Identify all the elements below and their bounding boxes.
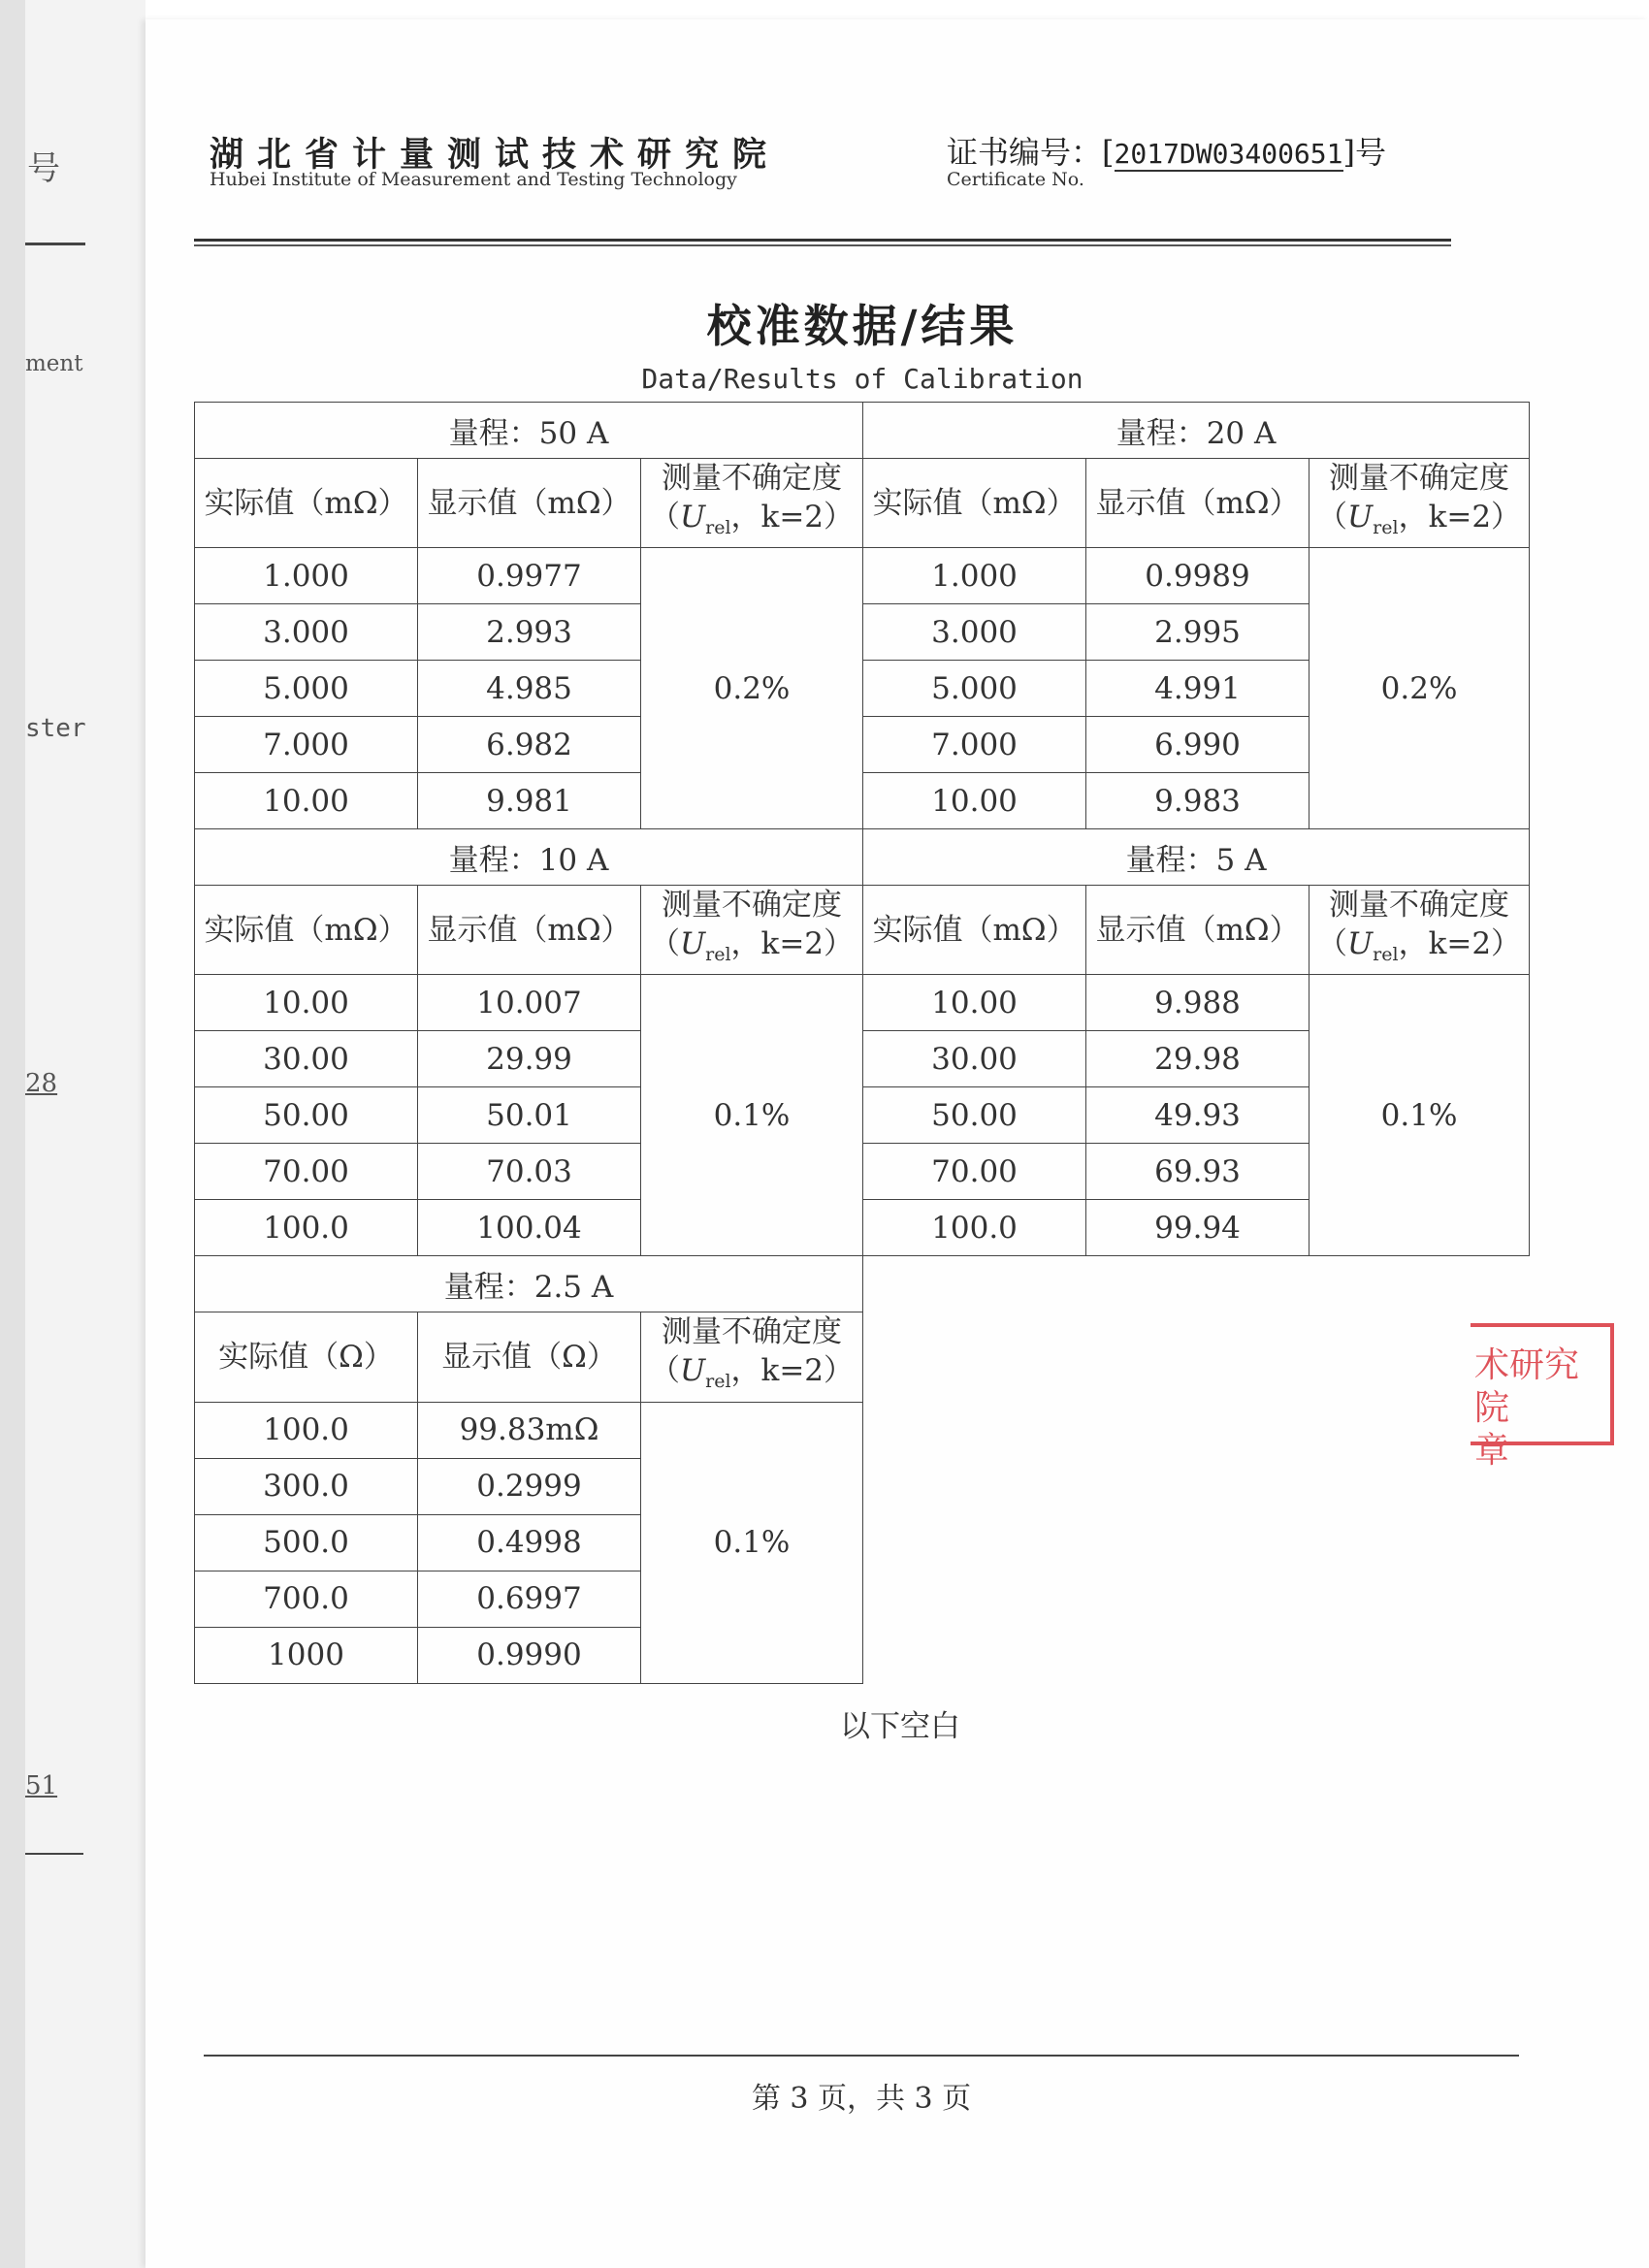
certificate-label: 证书编号：: [947, 134, 1103, 171]
display-value-cell: 29.98: [1086, 1031, 1310, 1087]
display-value-header: 显示值（mΩ）: [1086, 886, 1310, 975]
certificate-number-line: [947, 128, 1386, 173]
actual-value-cell: 7.000: [863, 717, 1086, 773]
display-value-cell: 50.01: [418, 1087, 641, 1144]
uncertainty-value-cell: 0.1%: [1310, 975, 1530, 1256]
empty-cell: [863, 1514, 1530, 1571]
u-symbol: U: [680, 1353, 706, 1389]
display-value-cell: 0.2999: [418, 1458, 641, 1514]
u-subscript: rel: [1373, 517, 1399, 539]
under-page-rule: [25, 243, 85, 245]
actual-value-header: 实际值（mΩ）: [863, 886, 1086, 975]
actual-value-cell: 5.000: [195, 661, 418, 717]
page-title: 校准数据/结果: [706, 300, 1018, 352]
display-value-cell: 70.03: [418, 1144, 641, 1200]
uncertainty-label: 测量不确定度: [662, 1314, 843, 1350]
uncertainty-label: 测量不确定度: [1329, 888, 1510, 923]
display-value-cell: 0.6997: [418, 1571, 641, 1627]
institute-name-cn: 湖北省计量测试技术研究院: [210, 135, 781, 175]
uncertainty-label: 测量不确定度: [662, 461, 843, 496]
display-value-cell: 6.982: [418, 717, 641, 773]
empty-cell: [863, 1627, 1530, 1683]
actual-value-header: 实际值（Ω）: [195, 1312, 418, 1402]
under-page-fragment: ment: [25, 351, 83, 376]
uncertainty-value-cell: 0.2%: [641, 548, 863, 829]
actual-value-header: 实际值（mΩ）: [195, 886, 418, 975]
actual-value-cell: 1.000: [195, 548, 418, 604]
footer-rule: [204, 2055, 1519, 2057]
coverage-factor: ，k=2）: [1398, 500, 1522, 535]
coverage-factor: ，k=2）: [1398, 926, 1522, 962]
display-value-cell: 9.981: [418, 773, 641, 829]
uncertainty-paren-open: （: [650, 500, 680, 535]
uncertainty-paren-open: （: [1317, 926, 1348, 962]
display-value-cell: 9.988: [1086, 975, 1310, 1031]
coverage-factor: ，k=2）: [730, 500, 855, 535]
seal-line: 章: [1474, 1431, 1510, 1471]
institute-name-en: Hubei Institute of Measurement and Testing Technology: [210, 169, 737, 190]
uncertainty-label: 测量不确定度: [1329, 461, 1510, 496]
display-value-cell: 4.985: [418, 661, 641, 717]
display-value-cell: 100.04: [418, 1200, 641, 1256]
actual-value-cell: 300.0: [195, 1458, 418, 1514]
u-symbol: U: [1347, 926, 1374, 962]
actual-value-cell: 1.000: [863, 548, 1086, 604]
display-value-cell: 99.83mΩ: [418, 1402, 641, 1458]
certificate-bracket-open: [: [1102, 134, 1115, 171]
display-value-cell: 2.993: [418, 604, 641, 661]
display-value-cell: 0.9977: [418, 548, 641, 604]
seal-line: 术研究院: [1474, 1345, 1580, 1428]
actual-value-cell: 50.00: [863, 1087, 1086, 1144]
actual-value-cell: 100.0: [195, 1200, 418, 1256]
under-page-fragment: ster: [25, 714, 86, 743]
display-value-cell: 10.007: [418, 975, 641, 1031]
actual-value-cell: 100.0: [195, 1402, 418, 1458]
certificate-bracket-close: ]号: [1342, 134, 1387, 171]
table-row: [195, 975, 1530, 1031]
actual-value-cell: 10.00: [863, 773, 1086, 829]
range-title: 量程：20 A: [863, 403, 1530, 459]
range-title: 量程：50 A: [195, 403, 863, 459]
range-title: 量程：2.5 A: [195, 1256, 863, 1312]
range-title: 量程：10 A: [195, 829, 863, 886]
coverage-factor: ，k=2）: [730, 926, 855, 962]
display-value-cell: 0.9990: [418, 1627, 641, 1683]
actual-value-cell: 10.00: [863, 975, 1086, 1031]
u-subscript: rel: [705, 944, 731, 966]
actual-value-cell: 3.000: [863, 604, 1086, 661]
actual-value-cell: 10.00: [195, 975, 418, 1031]
empty-cell: [863, 1402, 1530, 1458]
display-value-header: 显示值（mΩ）: [418, 886, 641, 975]
page-edge-shadow: [0, 0, 25, 2268]
empty-cell: [863, 1571, 1530, 1627]
actual-value-cell: 30.00: [863, 1031, 1086, 1087]
uncertainty-value-cell: 0.2%: [1310, 548, 1530, 829]
actual-value-cell: 7.000: [195, 717, 418, 773]
under-page-fragment: 号: [27, 149, 60, 188]
uncertainty-paren-open: （: [650, 926, 680, 962]
uncertainty-paren-open: （: [650, 1353, 680, 1389]
actual-value-cell: 70.00: [195, 1144, 418, 1200]
u-subscript: rel: [705, 517, 731, 539]
actual-value-cell: 100.0: [863, 1200, 1086, 1256]
display-value-cell: 49.93: [1086, 1087, 1310, 1144]
under-page-fragment: 51: [25, 1771, 58, 1800]
table-row: [195, 1402, 1530, 1458]
uncertainty-header: [1310, 886, 1530, 975]
display-value-cell: 4.991: [1086, 661, 1310, 717]
display-value-header: 显示值（Ω）: [418, 1312, 641, 1402]
display-value-cell: 99.94: [1086, 1200, 1310, 1256]
actual-value-cell: 500.0: [195, 1514, 418, 1571]
display-value-header: 显示值（mΩ）: [418, 459, 641, 548]
page-number: 第 3 页，共 3 页: [751, 2082, 972, 2116]
page-subtitle: Data/Results of Calibration: [641, 363, 1083, 395]
empty-cell: [863, 1312, 1530, 1402]
display-value-cell: 2.995: [1086, 604, 1310, 661]
uncertainty-label: 测量不确定度: [662, 888, 843, 923]
header-rule: [194, 239, 1451, 242]
display-value-cell: 29.99: [418, 1031, 641, 1087]
uncertainty-header: [641, 459, 863, 548]
display-value-header: 显示值（mΩ）: [1086, 459, 1310, 548]
actual-value-cell: 50.00: [195, 1087, 418, 1144]
actual-value-cell: 1000: [195, 1627, 418, 1683]
uncertainty-value-cell: 0.1%: [641, 975, 863, 1256]
actual-value-cell: 30.00: [195, 1031, 418, 1087]
official-seal: [1471, 1323, 1614, 1471]
display-value-cell: 69.93: [1086, 1144, 1310, 1200]
actual-value-header: 实际值（mΩ）: [195, 459, 418, 548]
certificate-label-en: Certificate No.: [947, 169, 1084, 190]
uncertainty-header: [641, 886, 863, 975]
empty-cell: [863, 1256, 1530, 1312]
uncertainty-header: [1310, 459, 1530, 548]
actual-value-header: 实际值（mΩ）: [863, 459, 1086, 548]
u-subscript: rel: [1373, 944, 1399, 966]
actual-value-cell: 5.000: [863, 661, 1086, 717]
blank-below-note: 以下空白: [840, 1709, 960, 1744]
u-symbol: U: [680, 926, 706, 962]
range-title: 量程：5 A: [863, 829, 1530, 886]
actual-value-cell: 70.00: [863, 1144, 1086, 1200]
actual-value-cell: 700.0: [195, 1571, 418, 1627]
uncertainty-paren-open: （: [1317, 500, 1348, 535]
underlying-page: [0, 0, 146, 2268]
uncertainty-header: [641, 1312, 863, 1402]
u-symbol: U: [680, 500, 706, 535]
calibration-table: [194, 402, 1530, 1684]
under-page-rule: [25, 1853, 83, 1855]
display-value-cell: 0.4998: [418, 1514, 641, 1571]
display-value-cell: 6.990: [1086, 717, 1310, 773]
table-row: [195, 548, 1530, 604]
actual-value-cell: 3.000: [195, 604, 418, 661]
coverage-factor: ，k=2）: [730, 1353, 855, 1389]
under-page-fragment: 28: [25, 1069, 58, 1098]
u-symbol: U: [1347, 500, 1374, 535]
actual-value-cell: 10.00: [195, 773, 418, 829]
empty-cell: [863, 1458, 1530, 1514]
uncertainty-value-cell: 0.1%: [641, 1402, 863, 1683]
display-value-cell: 0.9989: [1086, 548, 1310, 604]
display-value-cell: 9.983: [1086, 773, 1310, 829]
header-rule: [194, 244, 1451, 246]
u-subscript: rel: [705, 1371, 731, 1393]
certificate-number: 2017DW03400651: [1114, 138, 1343, 170]
